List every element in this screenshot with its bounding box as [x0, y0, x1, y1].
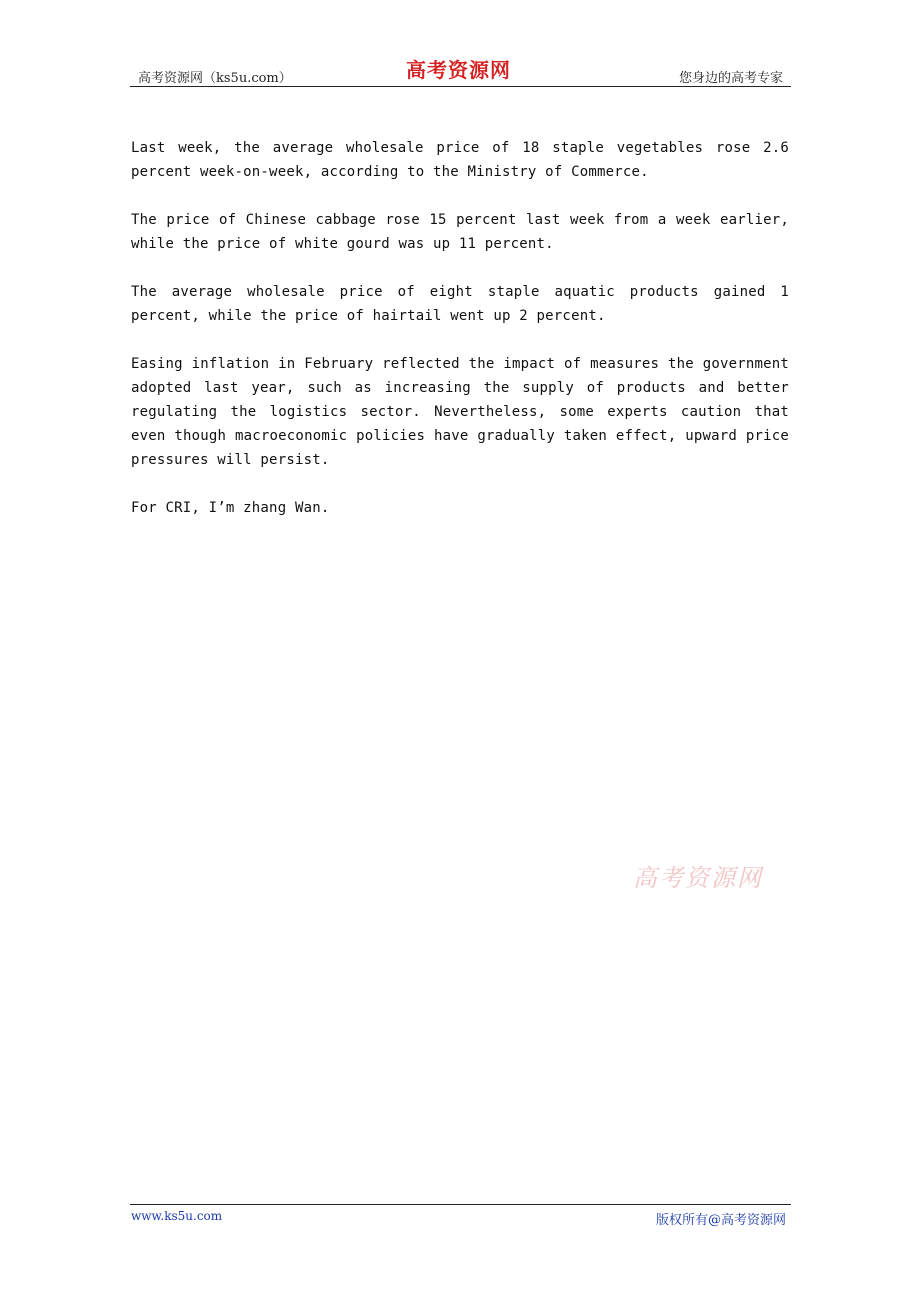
watermark-logo: 高考资源网: [633, 864, 763, 892]
footer-website-link[interactable]: www.ks5u.com: [131, 1209, 223, 1223]
paragraph-3: The average wholesale price of eight staple aquatic products gained 1 percent, while the price of hairtail went up 2 percent.: [131, 284, 789, 324]
paragraph-1: Last week, the average wholesale price of 18 staple vegetables rose 2.6 percent week-on-week, according to the Ministry of Commerce.: [131, 140, 789, 180]
paragraph-2: The price of Chinese cabbage rose 15 percent last week from a week earlier, while the price of white gourd was up 11 percent.: [131, 212, 789, 252]
paragraph-5: For CRI, I’m zhang Wan.: [131, 500, 330, 516]
paragraph-4: Easing inflation in February reflected the impact of measures the government adopted last year, such as increasing the supply of products and better regulating the logistics sector. Nevertheless, some experts caution that even though macroeconomic policies have gradually taken effect, upward price pressures will persist.: [131, 356, 789, 468]
header-slogan: 您身边的高考专家: [678, 71, 783, 86]
page-header: [130, 52, 791, 87]
header-site-name: 高考资源网（ks5u.com）: [138, 71, 292, 86]
page-footer: [130, 1204, 791, 1231]
footer-copyright: 版权所有@高考资源网: [655, 1213, 786, 1228]
header-logo: 高考资源网: [406, 58, 511, 82]
article-body: [131, 136, 789, 544]
